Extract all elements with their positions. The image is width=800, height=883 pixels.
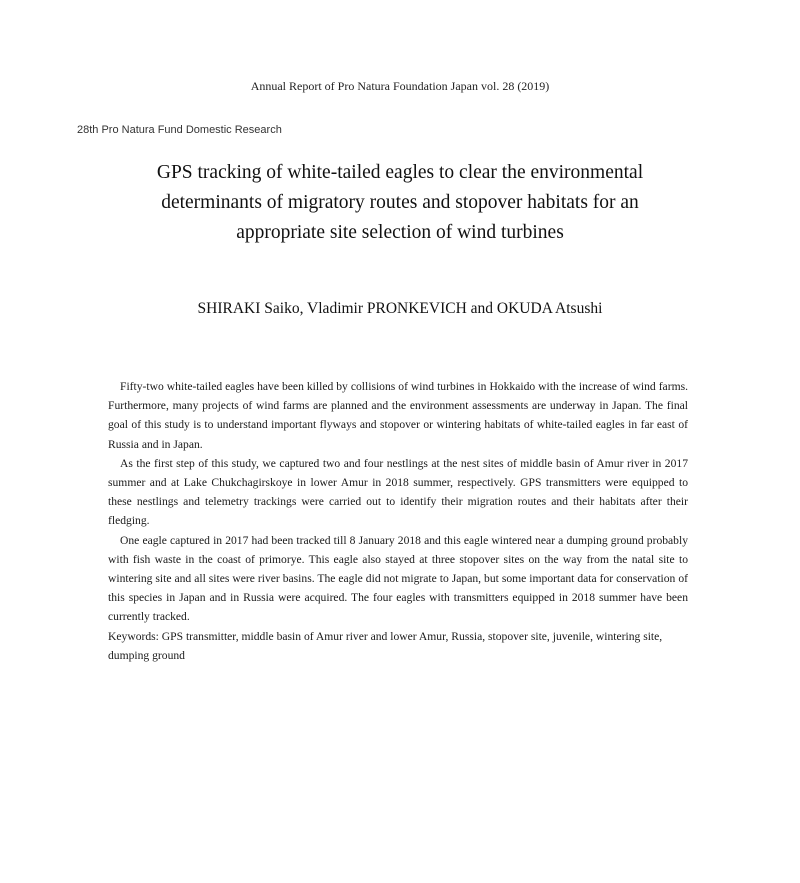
abstract-paragraph: One eagle captured in 2017 had been tracked till 8 January 2018 and this eagle wintered near a dumping ground probably with fish waste in the coast of primorye. This eagle also stayed at three stopover sites on the way from the natal site to wintering site and all sites were river basins. The eagle did not migrate to Japan, but some important data for conservation of this species in Japan and in Russia were acquired. The four eagles with transmitters equipped in 2018 summer have been currently tracked. [108, 533, 688, 624]
abstract [108, 377, 688, 665]
author-list: SHIRAKI Saiko, Vladimir PRONKEVICH and OKUDA Atsushi [197, 300, 603, 317]
title-line: determinants of migratory routes and stopover habitats for an [161, 192, 639, 213]
title-line: appropriate site selection of wind turbines [236, 222, 564, 243]
abstract-paragraph: Fifty-two white-tailed eagles have been killed by collisions of wind turbines in Hokkaido with the increase of wind farms. Furthermore, many projects of wind farms are planned and the environment assessments are underway in Japan. The final goal of this study is to understand important flyways and stopover or wintering habitats of white-tailed eagles in far east of Russia and in Japan. [108, 380, 688, 451]
journal-header: Annual Report of Pro Natura Foundation Japan vol. 28 (2019) [250, 79, 550, 93]
title-line: GPS tracking of white-tailed eagles to clear the environmental [156, 162, 644, 183]
keywords: Keywords: GPS transmitter, middle basin of Amur river and lower Amur, Russia, stopover site, juvenile, wintering site, dumping ground [108, 629, 663, 662]
abstract-paragraph: As the first step of this study, we captured two and four nestlings at the nest sites of middle basin of Amur river in 2017 summer and at Lake Chukchagirskoye in lower Amur in 2018 summer, respectively. GPS transmitters were equipped to these nestlings and telemetry trackings were carried out to identify their migration routes and their habitats after their fledging. [108, 456, 688, 528]
research-category: 28th Pro Natura Fund Domestic Research [77, 124, 282, 136]
paper-title [110, 158, 690, 248]
